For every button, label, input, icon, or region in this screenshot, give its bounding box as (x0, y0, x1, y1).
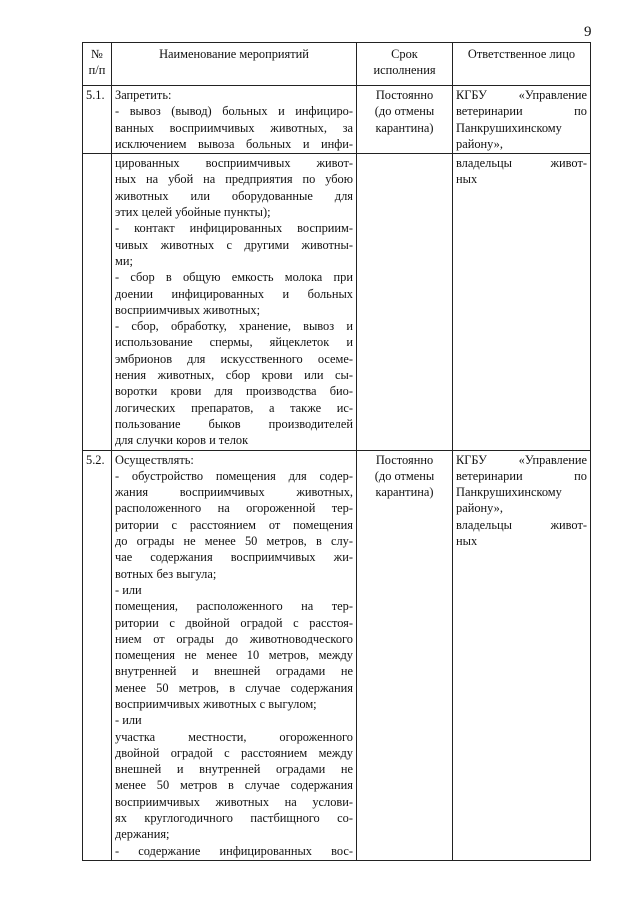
table-row (83, 450, 591, 860)
responsible-line: Панкрушихинскому (456, 485, 562, 500)
measure-line: эмбрионов для искусственного осеме- (115, 351, 353, 366)
measure-line: ми; (115, 253, 133, 268)
measure-line: вотных без выгула; (115, 566, 217, 581)
measure-line: менее 50 метров в случае содержания (115, 778, 353, 793)
measure-line: - контакт инфицированных восприим- (115, 221, 353, 236)
term-line: (до отмены (374, 104, 435, 119)
responsible-line: району», (456, 136, 503, 151)
header-responsible-text: Ответственное лицо (467, 47, 576, 61)
term-line: карантина) (375, 120, 434, 135)
header-number-line: № (91, 47, 103, 61)
responsible-line: владельцы живот- (456, 517, 587, 532)
measure-cell (112, 450, 357, 860)
header-name-text: Наименование мероприятий (159, 47, 309, 61)
measure-line: участка местности, огороженного (115, 729, 353, 744)
measure-line: расположенного на огороженной тер- (115, 501, 353, 516)
measure-line: двойной оградой с расстоянием между (115, 745, 353, 760)
header-name (112, 43, 357, 86)
measure-line: помещения не менее 10 метров, между (115, 648, 353, 663)
measure-line: использование спермы, яйцеклеток и (115, 335, 353, 350)
header-number-line: п/п (88, 63, 106, 77)
measure-line: - содержание инфицированных вос- (115, 843, 353, 858)
header-term-line: исполнения (373, 63, 436, 77)
responsible-cell (453, 154, 591, 450)
measure-line: жания восприимчивых животных, (115, 485, 353, 500)
measure-line: пользование быков производителей (115, 416, 353, 431)
responsible-line: ветеринарии по (456, 104, 587, 119)
table-row (83, 154, 591, 450)
responsible-line: КГБУ «Управление (456, 88, 587, 102)
measure-line: ритории с расстоянием от помещения (115, 517, 353, 532)
term-cell (357, 154, 453, 450)
page-number: 9 (584, 24, 592, 40)
measure-line: внутренней и внешней оградами не (115, 664, 353, 679)
measure-line: до ограды не менее 50 метров, в слу- (115, 534, 353, 549)
measure-line: ных на убой на предприятия по убою (115, 172, 353, 187)
measure-line: логических препаратов, а также ис- (115, 400, 353, 415)
measure-line: этих целей убойные пункты); (115, 205, 271, 220)
measure-line: - вывоз (вывод) больных и инфициро- (115, 104, 353, 119)
row-number: 5.2. (83, 450, 112, 860)
measure-line: Запретить: (115, 88, 172, 102)
term-line: Постоянно (375, 88, 434, 102)
measure-line: нения животных, сбор крови или сы- (115, 368, 353, 383)
measure-line: держания; (115, 827, 170, 842)
measure-line: чае содержания восприимчивых жи- (115, 550, 353, 565)
term-line: Постоянно (375, 452, 434, 467)
responsible-line: КГБУ «Управление (456, 452, 587, 467)
measure-line: - или (115, 713, 142, 728)
measure-line: доении инфицированных и больных (115, 286, 353, 301)
measure-line: - сбор, обработку, хранение, вывоз и (115, 319, 353, 334)
row-number: 5.1. (83, 86, 112, 154)
responsible-line: владельцы живот- (456, 156, 587, 171)
measure-line: чивых животных с другими животны- (115, 237, 353, 252)
measure-line: ванных восприимчивых животных, за (115, 120, 353, 135)
measures-table (82, 42, 591, 861)
measure-line: Осуществлять: (115, 452, 194, 467)
measure-line: воротки крови для производства био- (115, 384, 353, 399)
measure-line: ях круглогодичного пастбищного со- (115, 811, 353, 826)
measure-line: - обустройство помещения для содер- (115, 468, 353, 483)
header-number (83, 43, 112, 86)
measure-cell (112, 154, 357, 450)
table-row (83, 86, 591, 154)
responsible-cell (453, 86, 591, 154)
responsible-line: ных (456, 172, 478, 187)
table-header-row (83, 43, 591, 86)
measure-line: нием от ограды до животноводческого (115, 631, 353, 646)
row-number (83, 154, 112, 450)
responsible-line: Панкрушихинскому (456, 120, 562, 135)
measure-line: ритории с двойной оградой с расстоя- (115, 615, 353, 630)
term-cell (357, 450, 453, 860)
responsible-cell (453, 450, 591, 860)
measure-line: восприимчивых животных на услови- (115, 794, 353, 809)
measure-line: восприимчивых животных; (115, 302, 261, 317)
measure-line: животных или оборудованные для (115, 188, 353, 203)
measure-line: - или (115, 582, 142, 597)
measure-cell (112, 86, 357, 154)
measure-line: внешней и внутренней оградами не (115, 762, 353, 777)
measure-line: менее 50 метров, в случае содержания (115, 680, 353, 695)
header-responsible (453, 43, 591, 86)
measure-line: для случки коров и телок (115, 433, 249, 448)
term-line: (до отмены (374, 468, 435, 483)
measure-line: цированных восприимчивых живот- (115, 156, 353, 171)
measure-line: исключением вывоза больных и инфи- (115, 136, 353, 151)
measure-line: восприимчивых животных с выгулом; (115, 696, 317, 711)
term-line: карантина) (375, 485, 434, 500)
measure-line: - сбор в общую емкость молока при (115, 270, 353, 285)
responsible-line: ных (456, 534, 478, 549)
responsible-line: ветеринарии по (456, 468, 587, 483)
measure-line: помещения, расположенного на тер- (115, 599, 353, 614)
header-term (357, 43, 453, 86)
responsible-line: району», (456, 501, 503, 516)
header-term-line: Срок (391, 47, 418, 61)
term-cell (357, 86, 453, 154)
